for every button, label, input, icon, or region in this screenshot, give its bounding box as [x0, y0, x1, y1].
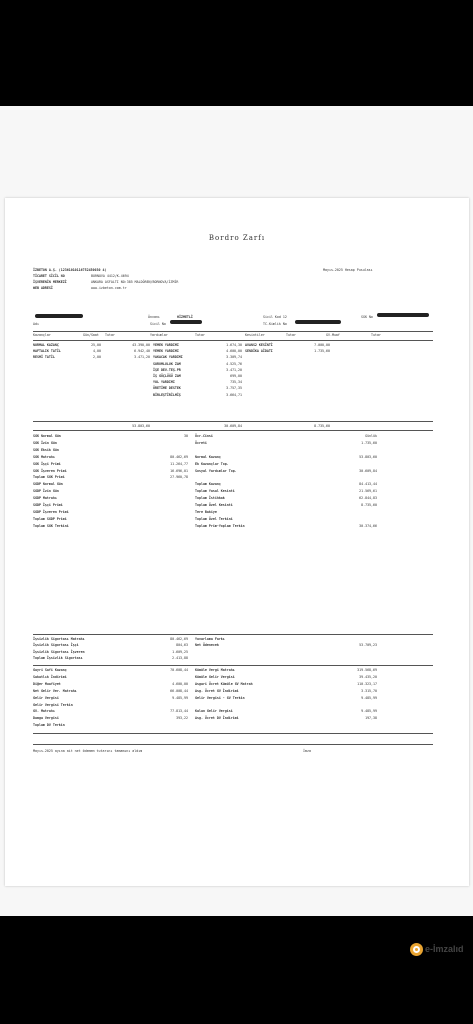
sgk_right-label: Toplam Özel Kesinti	[195, 503, 233, 507]
sgk_right-label: Toplam İstihkak	[195, 496, 225, 501]
tax_left-label: Gelir Vergisi Terkin	[33, 702, 73, 707]
aid-label: YOL YARDIMI	[153, 380, 175, 385]
tax_left-value: 4.600,00	[172, 681, 188, 686]
sgk_right-label: Sosyal Yardımlar Top.	[195, 468, 237, 473]
aid-label: YEMEK YARDIMI	[153, 349, 179, 354]
sgk_left-label: SGDP İşçi Primi	[33, 503, 63, 507]
sgk_right-label: Toplam Özel Terkini	[195, 516, 233, 521]
header-tutar-1: Tutar	[105, 333, 115, 337]
aid-amount: 4.525,76	[226, 361, 242, 366]
sgk_right-value: 8.735,60	[361, 503, 377, 507]
sgk_left-label: SGDP Matrahı	[33, 496, 57, 501]
aid-amount: 3.757,35	[226, 386, 242, 391]
sgk_left-label: SGK Matrahı	[33, 454, 55, 459]
earning-unit: 25,00	[91, 343, 101, 347]
sgk_right-label: Ücreti	[195, 440, 207, 445]
sgk_left-label: SGDP İzin Gün	[33, 489, 59, 494]
tax_right-label: Asgari Ücret Kümüle GV Matrah	[195, 681, 253, 686]
tax_left-label: Net Gelir Ver. Matrahı	[33, 688, 77, 693]
sgk_left-label: Toplam SGK Primi	[33, 475, 65, 480]
sgk_right-value: Günlük	[365, 434, 377, 438]
header-kesintiler: Kesintiler	[245, 333, 265, 337]
tax_left-label: Sakatlık İndirimi	[33, 674, 67, 679]
issizlik_left-value: 804,63	[176, 643, 188, 648]
sgk_right-label: Normal Kazanç	[195, 454, 221, 459]
workplace-label: İŞVERENİN MERKEZİ	[33, 280, 67, 284]
total-aids: 30.609,84	[224, 424, 242, 428]
sgk_right-value: 62.844,83	[359, 496, 377, 501]
issizlik_left-value: 1.609,25	[172, 649, 188, 654]
issizlik_right-value: 53.709,23	[359, 643, 377, 648]
photo-background	[0, 106, 473, 916]
tax_right-label: Kalan Gelir Vergisi	[195, 709, 233, 714]
aid-label: YEMEK YARDIMI	[153, 343, 179, 347]
tax_right-label: Kümüle Vergi Matrahı	[195, 668, 235, 672]
sgk_left-label: SGK Normal Gün	[33, 434, 61, 438]
earning-unit: 2,00	[93, 355, 101, 360]
tax_right-label: Asg. Ücret DV İndirimi	[195, 716, 239, 721]
sgk_right-value: 21.569,61	[359, 489, 377, 494]
earning-label: NORMAL KAZANÇ	[33, 343, 59, 347]
sgk_left-value: 80.462,69	[170, 454, 188, 459]
sgk_right-label: Ek Kazançlar Top.	[195, 461, 229, 466]
issizlik_left-value: 80.462,69	[170, 637, 188, 641]
sgk_left-label: SGK Eksik Gün	[33, 447, 59, 452]
aid-label: YAKACAK YARDIMI	[153, 355, 183, 360]
earning-amount: 6.942,40	[134, 349, 150, 354]
period-label: Mayıs-2025 Hesap Pusulası	[323, 268, 373, 272]
tax_left-value: 9.485,99	[172, 695, 188, 700]
tax_left-label: Toplam DV Terkin	[33, 723, 65, 728]
sgk_right-value: 53.803,60	[359, 454, 377, 459]
aid-amount: 699,00	[230, 374, 242, 378]
aid-label: SORUMLULUK ZAM	[153, 361, 181, 366]
sgk_left-label: Toplam SGDP Primi	[33, 516, 67, 521]
aid-amount: 3.664,71	[226, 392, 242, 397]
sgk_left-label: SGK İşveren Primi	[33, 468, 67, 473]
aid-amount: 3.309,74	[226, 355, 242, 360]
signature-label: İmza	[303, 749, 311, 753]
tax_right-value: 197,38	[365, 716, 377, 721]
aid-amount: 4.600,00	[226, 349, 242, 354]
deduction-amount: 1.735,60	[314, 349, 330, 354]
tc-label: TC.Kimlik No	[263, 322, 287, 326]
footer-statement: Mayıs-2025 ayına ait net ödemem tutarını tamamını aldım	[33, 749, 143, 753]
header-kazanclar: Kazançlar	[33, 333, 51, 337]
e-imza-logo	[410, 939, 464, 959]
aid-amount: 3.471,20	[226, 367, 242, 372]
sgk_right-value: 1.735,60	[361, 440, 377, 445]
issizlik_right-label: Net Ödenecek	[195, 643, 219, 648]
workplace-value: ANKARA ASFALTI NO:385 MALDÖREN/BORNOVA/İZMİR	[91, 280, 179, 284]
tax_left-value: 77.813,44	[170, 709, 188, 714]
aid-amount: 1.674,30	[226, 343, 242, 347]
earning-label: RESMİ TATİL	[33, 355, 55, 360]
tax_right-value: 3.315,70	[361, 688, 377, 693]
tax_left-label: Gayri Safi Kazanç	[33, 668, 67, 672]
aid-label: BİRLEŞTİRİLMİŞ	[153, 392, 181, 397]
tax_left-label: Damga Vergisi	[33, 716, 59, 721]
registry-value: BORNOVA 4412/K-4694	[91, 274, 129, 278]
sgk_left-label: SGDP İşveren Primi	[33, 509, 69, 514]
sgk_left-label: SGK İzin Gün	[33, 440, 57, 445]
header-yardimlar: Yardımlar	[150, 333, 168, 337]
sgk_left-label: SGDP Normal Gün	[33, 482, 63, 487]
redacted-name	[35, 314, 83, 318]
name-label: Adı	[33, 322, 39, 326]
header-tutar-4: Tutar	[371, 333, 381, 337]
issizlik_left-label: İşsizlik Sigortası Matrahı	[33, 637, 85, 641]
issizlik_left-value: 2.413,88	[172, 655, 188, 660]
aid-amount: 735,34	[230, 380, 242, 385]
tax_left-label: GV. Matrahı	[33, 709, 55, 714]
e-imza-logo-text: e-İmzalıd	[425, 944, 464, 954]
aid-label: ÜRETİME DESTEK	[153, 386, 181, 391]
sgk-label: SGK No	[361, 315, 373, 319]
header-tutar-2: Tutar	[195, 333, 205, 337]
sgk_right-value: 30.374,66	[359, 523, 377, 528]
sgk_left-label: Toplam SGK Terkini	[33, 523, 69, 528]
tax_right-value: 9.485,99	[361, 709, 377, 714]
deduction-amount: 7.000,00	[314, 343, 330, 347]
sgk_right-value: 30.609,84	[359, 468, 377, 473]
total-earnings: 53.803,60	[132, 424, 150, 428]
earning-unit: 4,00	[93, 349, 101, 354]
sgk_right-label: Toplam Kazanç	[195, 482, 221, 487]
tax_left-label: Diğer Muafiyet	[33, 681, 61, 686]
sgk_right-label: Ücr.Cinsi	[195, 434, 213, 438]
issizlik_left-label: Toplam İşsizlik Sigortası	[33, 655, 83, 660]
tax_right-value: 319.568,69	[357, 668, 377, 672]
tax_right-label: Asg. Ücret GV İndirimi	[195, 688, 239, 693]
document-title: Bordro Zarfı	[208, 234, 266, 242]
sgk_right-value: 84.413,44	[359, 482, 377, 487]
aid-label: İŞE DEV.TEŞ.PR	[153, 367, 181, 372]
header-gun-saat: Gün/Saat	[83, 333, 99, 337]
tax_left-value: 393,22	[176, 716, 188, 721]
sgk_right-label: Toplam Yasal Kesinti	[195, 489, 235, 494]
aid-label: İŞ GÜÇLÜĞÜ ZAM	[153, 374, 181, 378]
tax_right-label: Kümüle Gelir Vergisi	[195, 674, 235, 679]
sgk_left-value: 16.696,01	[170, 468, 188, 473]
tax_left-value: 66.008,44	[170, 688, 188, 693]
deduction-label: SENDİKA AİDATI	[245, 349, 273, 354]
sgk_left-value: 27.960,78	[170, 475, 188, 480]
sicil-label: Sicil No	[150, 322, 166, 326]
tax_left-value: 70.608,44	[170, 668, 188, 672]
tax_right-value: 39.435,20	[359, 674, 377, 679]
tax_right-value: 110.323,17	[357, 681, 377, 686]
registry-label: TİCARET SİCİL NO	[33, 274, 65, 278]
web-value: www.izbeton.com.tr	[91, 286, 127, 290]
earning-label: HAFTALIK TATİL	[33, 349, 61, 354]
sgk_right-label: Toplam Prim-Yoplam Terkin	[195, 523, 245, 528]
header-gv-muaf: GV.Muaf	[326, 333, 340, 337]
web-label: WEB ADRESİ	[33, 286, 53, 290]
total-deductions: 8.735,60	[314, 424, 330, 428]
company-name: İZBETON A.Ş. (12361010116752450030 4)	[33, 268, 107, 272]
tax_right-label: Gelir Vergisi - GV Terkin	[195, 695, 245, 700]
e-imza-logo-icon	[410, 943, 423, 956]
redacted-sicil	[170, 320, 202, 324]
issizlik_left-label: İşsizlik Sigortası İşveren	[33, 649, 85, 654]
sgk_right-label: Tere Bakiye	[195, 509, 217, 514]
redacted-tc	[295, 320, 341, 324]
tax_right-value: 9.485,99	[361, 695, 377, 700]
sgk_left-value: 30	[184, 434, 188, 438]
redacted-sgk	[377, 313, 429, 317]
sicil-kod-label: Sicil Kod 12	[263, 315, 287, 319]
title-label: Ünvanı	[148, 315, 160, 319]
issizlik_right-label: Yuvarlama Farkı	[195, 637, 225, 641]
issizlik_left-label: İşsizlik Sigortası İşçi	[33, 643, 79, 648]
sgk_left-value: 11.264,77	[170, 461, 188, 466]
deduction-label: AVANS2 KESİNTİ	[245, 343, 273, 347]
tax_left-label: Gelir Vergisi	[33, 695, 59, 700]
earning-amount: 3.471,20	[134, 355, 150, 360]
header-tutar-3: Tutar	[286, 333, 296, 337]
title-value: HİZMETLİ	[177, 315, 193, 319]
earning-amount: 43.390,00	[132, 343, 150, 347]
sgk_left-label: SGK İşçi Primi	[33, 461, 61, 466]
payroll-document	[5, 198, 469, 886]
